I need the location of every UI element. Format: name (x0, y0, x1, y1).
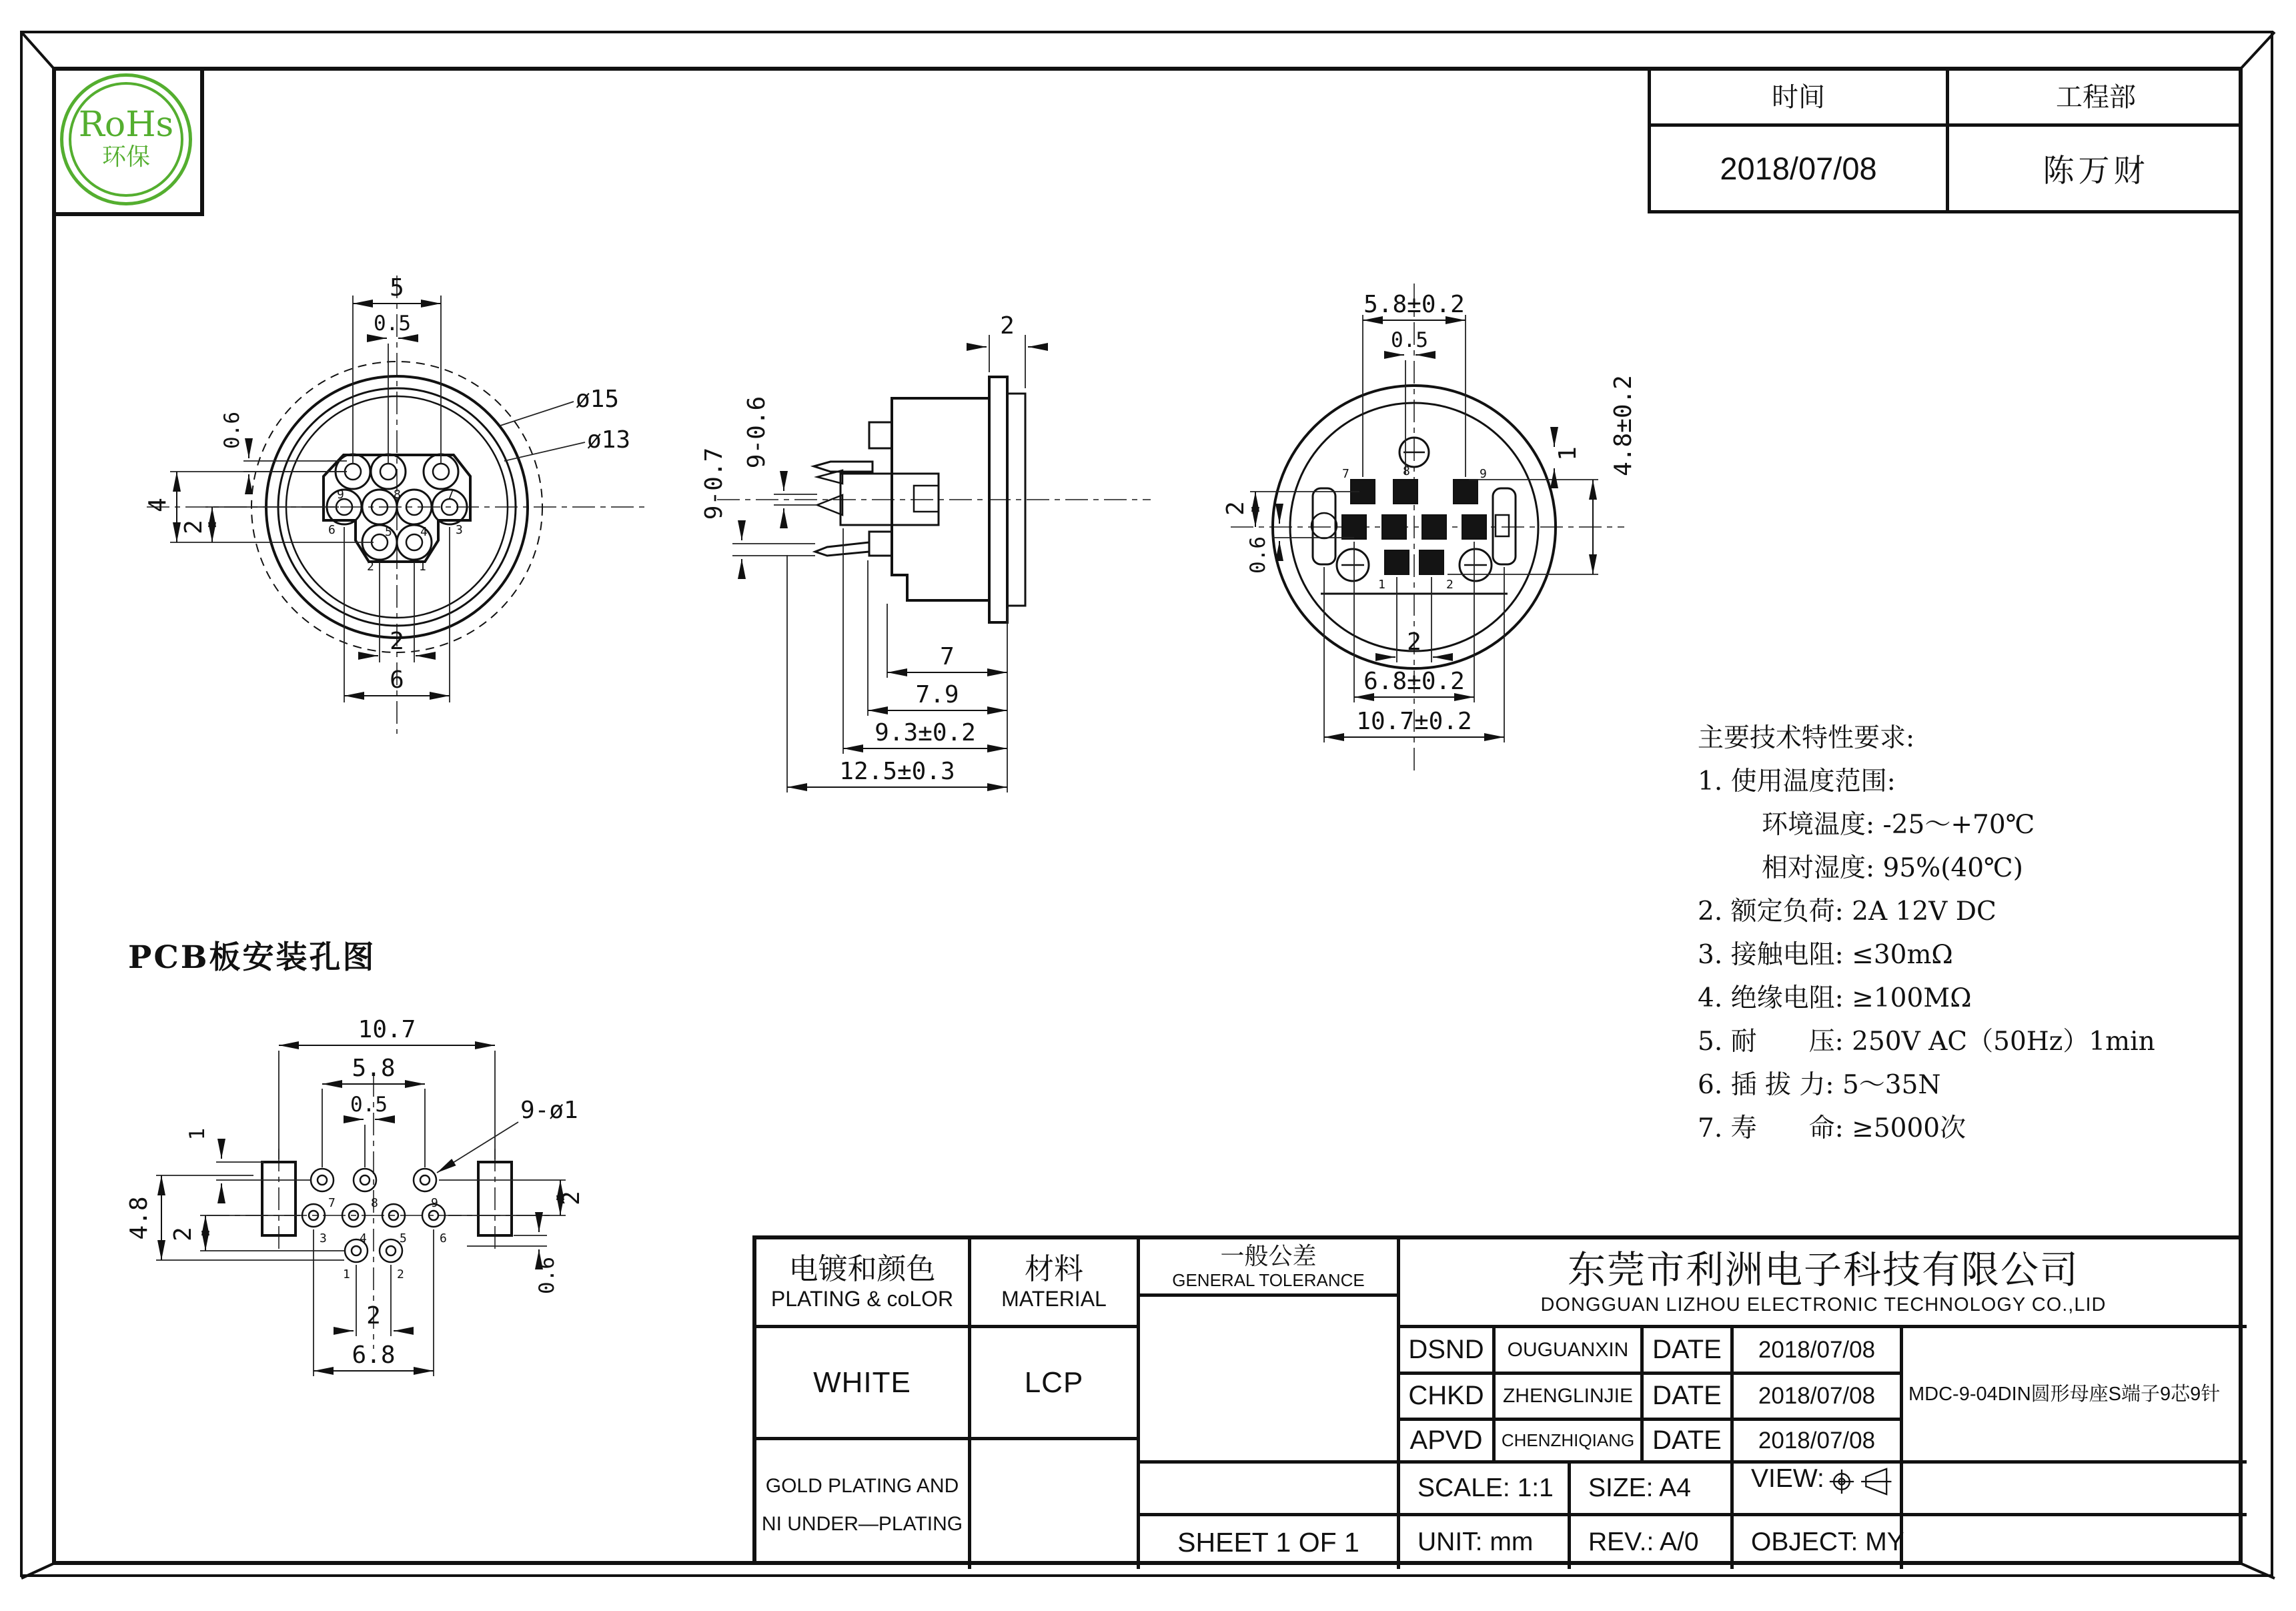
dim-1: 1 (185, 1127, 209, 1141)
pcb-view-drawing (53, 974, 720, 1441)
dim-6_8: 6.8 (352, 1341, 396, 1369)
apvd-name-cell (1496, 1421, 1644, 1464)
rev-cell (1571, 1516, 1734, 1569)
pin-label: 9 (337, 488, 344, 502)
tech-line: 4. 绝缘电阻: ≥100MΩ (1698, 983, 1972, 1013)
pin-label: 8 (394, 488, 401, 502)
dim-4: 4 (144, 498, 171, 512)
pin-label: 2 (1446, 578, 1454, 592)
dsnd-date-label: DATE (1652, 1334, 1722, 1364)
tolerance-header-cell (1140, 1239, 1400, 1297)
pin-label: 2 (367, 560, 374, 574)
info-value-date (1648, 127, 1949, 213)
dim-2-right: 2 (558, 1191, 585, 1205)
unit-value: UNIT: mm (1417, 1528, 1534, 1557)
tech-line: 5. 耐 压: 250V AC（50Hz）1min (1698, 1027, 2155, 1057)
dim-2-bottom: 2 (390, 628, 404, 655)
dim-0_6: 0.6 (535, 1257, 559, 1294)
object-empty-cell (1903, 1516, 2247, 1569)
hole-label: 6 (440, 1231, 447, 1245)
material-header-cell (971, 1239, 1140, 1328)
pin-label: 3 (456, 523, 463, 537)
info-value-engineer (1949, 127, 2243, 213)
scale-value: SCALE: 1:1 (1417, 1473, 1554, 1502)
dim-2-top: 2 (1000, 312, 1015, 340)
pin-label: 6 (328, 523, 336, 537)
chkd-date: 2018/07/08 (1758, 1383, 1876, 1410)
plating-note-line2: NI UNDER—PLATING (761, 1512, 963, 1535)
dim-0_5: 0.5 (350, 1093, 388, 1117)
apvd-date-label: DATE (1652, 1425, 1722, 1455)
dsnd-role: DSND (1408, 1334, 1484, 1364)
view-empty-cell (1903, 1464, 2247, 1516)
title-block (752, 1235, 2243, 1565)
rev-value: REV.: A/0 (1588, 1528, 1699, 1557)
material-value-cell (971, 1328, 1140, 1440)
tech-line: 1. 使用温度范围: (1698, 766, 1896, 796)
tolerance-header-cn: 一般公差 (1220, 1241, 1317, 1269)
hole-label: 9 (431, 1196, 438, 1210)
dsnd-date-label-cell (1644, 1328, 1734, 1375)
dim-6_8: 6.8±0.2 (1363, 668, 1465, 695)
chkd-date-label-cell (1644, 1375, 1734, 1421)
plating-value: WHITE (813, 1366, 911, 1399)
pcb-view-title: PCB板安装孔图 (128, 939, 376, 976)
size-value: SIZE: A4 (1588, 1473, 1691, 1502)
hole-label: 5 (400, 1231, 407, 1245)
dim-dia13: ø13 (587, 426, 631, 454)
dim-2-bottom: 2 (366, 1302, 381, 1329)
hole-label: 8 (371, 1196, 378, 1210)
view-label: VIEW: (1751, 1464, 1824, 1493)
company-cell (1400, 1239, 2247, 1328)
chkd-date-label: DATE (1652, 1381, 1722, 1411)
sheet-label: SHEET 1 OF 1 (1177, 1527, 1359, 1558)
rohs-title: RoHs (78, 105, 174, 145)
info-table (1648, 67, 2243, 213)
apvd-role-cell (1400, 1421, 1496, 1464)
apvd-date-cell (1734, 1421, 1903, 1464)
plating-value-cell (756, 1328, 971, 1440)
dim-1: 1 (1554, 446, 1582, 461)
hole-label: 4 (360, 1231, 367, 1245)
chkd-name-cell (1496, 1375, 1644, 1421)
pin-label: 7 (1342, 467, 1349, 481)
dim-5: 5 (390, 274, 404, 302)
tech-line: 7. 寿 命: ≥5000次 (1698, 1113, 1966, 1143)
apvd-role: APVD (1409, 1425, 1483, 1455)
view-cell (1734, 1464, 1903, 1516)
pcb-dimensions (125, 1016, 585, 1376)
part-number-cell (1903, 1328, 2247, 1464)
chkd-role: CHKD (1408, 1381, 1484, 1411)
info-header-time (1648, 67, 1949, 127)
dim-10_7: 10.7 (358, 1016, 416, 1043)
object-cell (1734, 1516, 1903, 1569)
dim-2-bottom: 2 (1407, 628, 1421, 656)
rohs-subtitle: 环保 (101, 143, 150, 171)
technical-requirements (1698, 716, 2251, 1150)
dim-9-dia1: 9-ø1 (520, 1097, 578, 1124)
third-angle-projection-icon (1828, 1464, 1900, 1500)
size-cell (1571, 1464, 1734, 1516)
dim-0_5: 0.5 (374, 312, 411, 336)
part-number: MDC-9-04DIN圆形母座S端子9芯9针 (1908, 1383, 2221, 1405)
dim-2-left: 2 (180, 520, 207, 534)
dim-4_8: 4.8±0.2 (1610, 375, 1637, 476)
tolerance-header-en: GENERAL TOLERANCE (1172, 1270, 1365, 1291)
dim-2-left: 2 (169, 1227, 197, 1241)
unit-cell (1400, 1516, 1571, 1569)
rear-view-drawing (1194, 253, 1741, 787)
tech-line: 3. 接触电阻: ≤30mΩ (1698, 940, 1953, 970)
apvd-date-label-cell (1644, 1421, 1734, 1464)
dsnd-date: 2018/07/08 (1758, 1336, 1876, 1363)
pin-label: 5 (385, 525, 392, 539)
apvd-name: CHENZHIQIANG (1501, 1430, 1635, 1451)
hole-label: 1 (343, 1267, 350, 1281)
plating-header-cell (756, 1239, 971, 1328)
scale-cell (1400, 1464, 1571, 1516)
plating-note-cell (756, 1440, 971, 1569)
rohs-logo-icon (60, 73, 192, 205)
chkd-role-cell (1400, 1375, 1496, 1421)
rohs-logo-box (52, 67, 204, 216)
pin-label: 1 (419, 560, 426, 574)
pin-label: 1 (1378, 578, 1385, 592)
dim-7: 7 (940, 643, 955, 670)
dim-0_6: 0.6 (1246, 536, 1270, 574)
front-view-drawing (107, 263, 707, 744)
side-dimensions (700, 312, 1045, 792)
tech-line: 环境温度: -25～+70℃ (1762, 810, 2035, 840)
date-value: 2018/07/08 (1720, 151, 1877, 186)
material-header-en: MATERIAL (1001, 1287, 1107, 1311)
side-view-drawing (680, 287, 1187, 814)
time-header-label: 时间 (1772, 83, 1825, 112)
engineer-name: 陈万财 (2043, 153, 2149, 188)
dsnd-date-cell (1734, 1328, 1903, 1375)
dim-9-0_6: 9-0.6 (743, 396, 770, 469)
chkd-date-cell (1734, 1375, 1903, 1421)
hole-label: 2 (397, 1267, 404, 1281)
plating-header-en: PLATING & coLOR (770, 1287, 954, 1311)
material-empty-cell (971, 1440, 1140, 1569)
dsnd-name: OUGUANXIN (1507, 1338, 1629, 1361)
info-header-dept (1949, 67, 2243, 127)
object-value: OBJECT: MY (1751, 1528, 1904, 1557)
dim-12_5: 12.5±0.3 (839, 758, 955, 785)
dim-0_5: 0.5 (1391, 328, 1428, 352)
pin-label: 7 (447, 488, 454, 502)
dim-9_3: 9.3±0.2 (875, 719, 976, 746)
tolerance-value-cell (1140, 1297, 1400, 1464)
tech-title: 主要技术特性要求: (1698, 723, 1915, 753)
dim-9-0_7: 9-0.7 (700, 447, 728, 520)
tolerance-empty-row (1140, 1464, 1400, 1516)
dim-5_8: 5.8 (352, 1055, 396, 1082)
dim-4_8: 4.8 (125, 1196, 153, 1240)
hole-label: 3 (320, 1231, 327, 1245)
dim-0_6: 0.6 (220, 412, 244, 449)
dim-7_9: 7.9 (915, 681, 959, 708)
dim-2-left: 2 (1222, 501, 1249, 516)
dim-10_7: 10.7±0.2 (1356, 708, 1472, 735)
company-name-en: DONGGUAN LIZHOU ELECTRONIC TECHNOLOGY CO.,LID (1540, 1293, 2107, 1315)
pin-label: 8 (1403, 464, 1410, 478)
dim-6: 6 (390, 666, 404, 694)
material-value: LCP (1024, 1366, 1084, 1399)
dsnd-name-cell (1496, 1328, 1644, 1375)
company-name-cn: 东莞市利洲电子科技有限公司 (1568, 1249, 2079, 1292)
tech-line: 2. 额定负荷: 2A 12V DC (1698, 897, 1996, 927)
pin-label: 9 (1480, 467, 1487, 481)
apvd-date: 2018/07/08 (1758, 1427, 1876, 1454)
tech-line: 相对湿度: 95%(40℃) (1762, 853, 2023, 883)
material-header-cn: 材料 (1025, 1253, 1083, 1286)
plating-note-line1: GOLD PLATING AND (765, 1474, 959, 1497)
hole-label: 7 (328, 1196, 336, 1210)
pcb-holes (302, 1169, 447, 1281)
dim-dia15: ø15 (576, 386, 620, 413)
tech-line: 6. 插 拔 力: 5～35N (1698, 1070, 1941, 1100)
dept-header-label: 工程部 (2056, 83, 2136, 112)
dsnd-role-cell (1400, 1328, 1496, 1375)
chkd-name: ZHENGLINJIE (1502, 1385, 1634, 1408)
dim-5_8: 5.8±0.2 (1363, 291, 1465, 318)
sheet-cell (1140, 1516, 1400, 1569)
pin-label: 4 (420, 525, 428, 539)
plating-header-cn: 电镀和颜色 (788, 1253, 936, 1286)
